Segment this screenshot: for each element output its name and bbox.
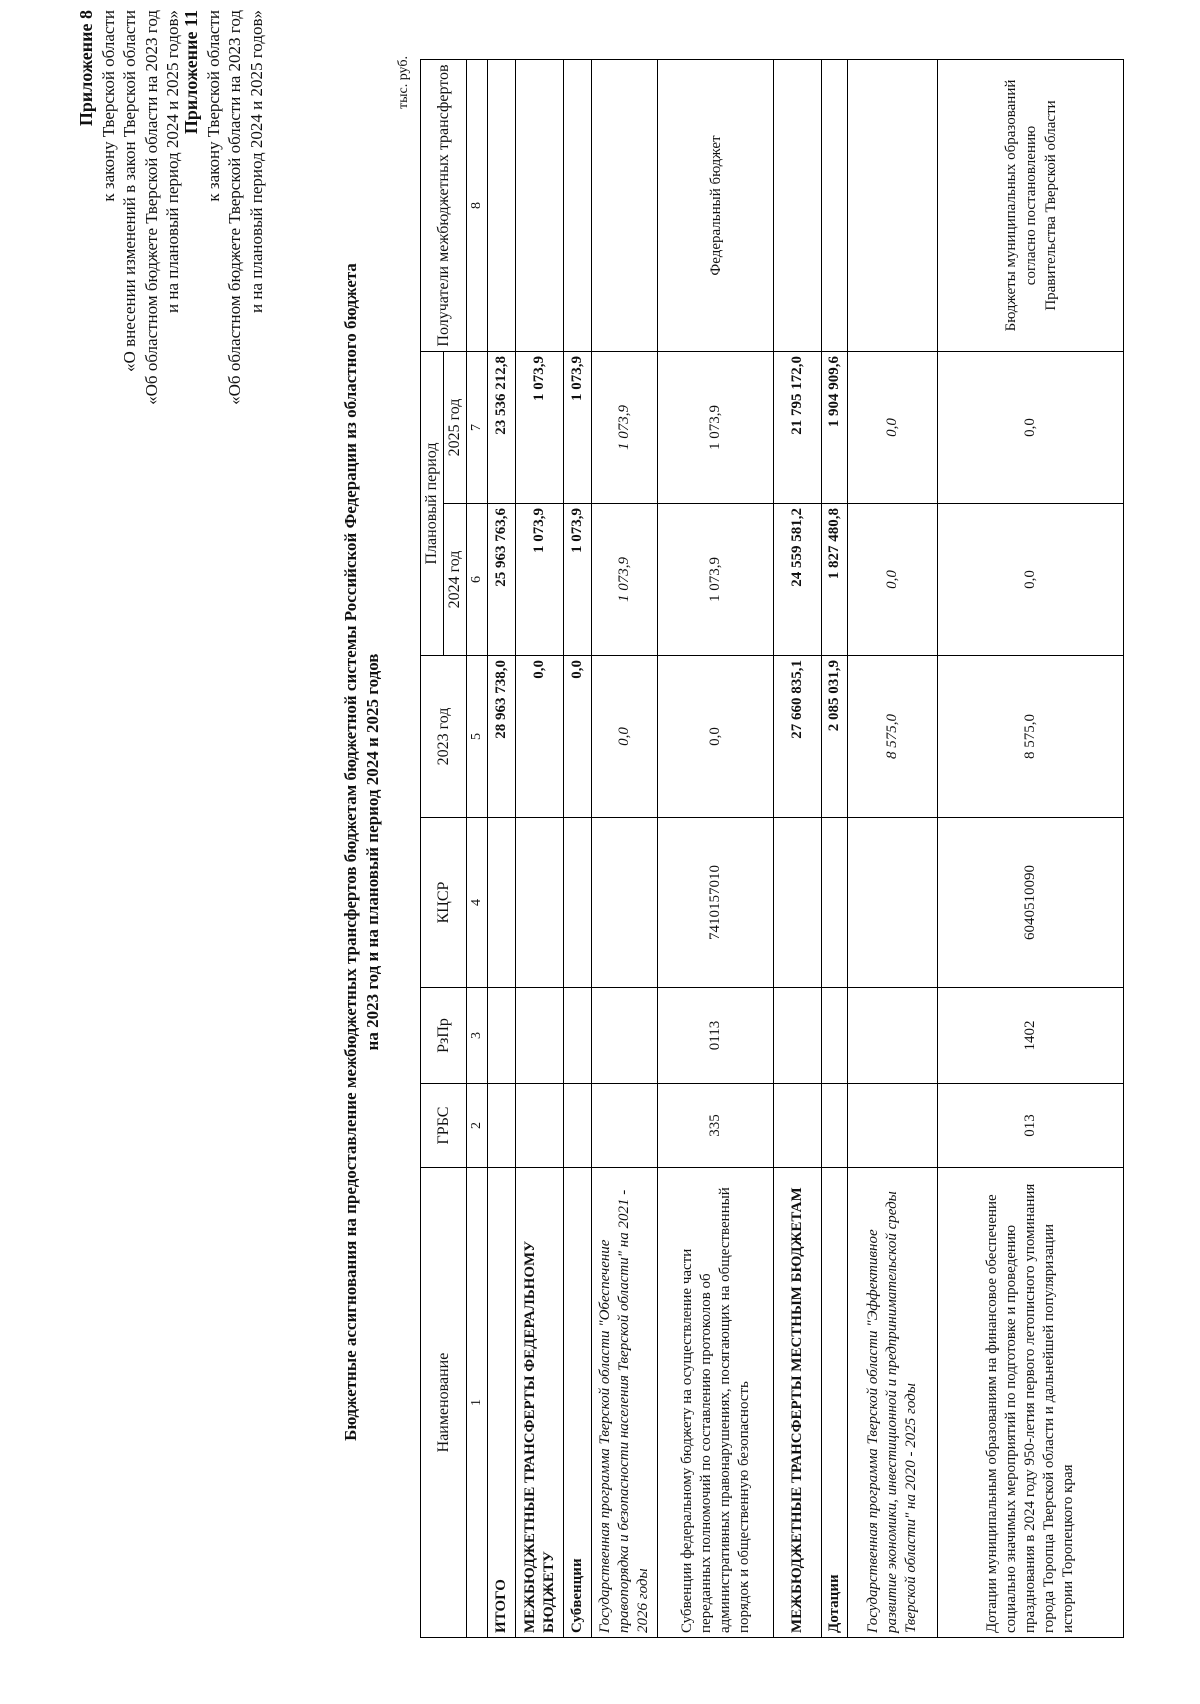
annex-8-line: и на плановый период 2024 и 2025 годов»	[163, 10, 182, 313]
row-name: Субвенции федеральному бюджету на осуществление части переданных полномочий по составлению протоколов об административных правонарушениях, посягающих на общественный порядок и общественную безопасность	[658, 1168, 774, 1638]
value-2024: 1 073,9	[516, 504, 564, 656]
value-2023: 0,0	[564, 656, 592, 818]
col-header-2025: 2025 год	[444, 351, 467, 503]
annex-8-line: к закону Тверской области	[98, 10, 118, 202]
value-2024: 24 559 581,2	[774, 504, 822, 656]
grbs-code: 335	[658, 1084, 774, 1168]
annex-8-header	[76, 10, 184, 405]
value-2023: 0,0	[516, 656, 564, 818]
recipient-line: Правительства Тверской области	[1042, 100, 1059, 311]
value-2024: 0,0	[848, 504, 938, 656]
row-name: ИТОГО	[488, 1168, 516, 1638]
units-label: тыс. руб.	[396, 56, 411, 109]
value-2023: 0,0	[592, 656, 658, 818]
value-2024: 1 073,9	[658, 504, 774, 656]
value-2023: 2 085 031,9	[822, 656, 848, 818]
col-header-2023: 2023 год	[421, 656, 467, 818]
value-2025: 23 536 212,8	[488, 351, 516, 503]
value-2023: 0,0	[658, 656, 774, 818]
value-2025: 0,0	[848, 351, 938, 503]
table-row	[822, 59, 848, 1637]
document-title	[340, 0, 384, 1704]
rzpr-code: 1402	[938, 988, 1124, 1084]
table-row	[938, 59, 1124, 1637]
recipient	[938, 59, 1124, 351]
row-name: Государственная программа Тверской области "Обеспечение правопорядка и безопасности населения Тверской области" на 2021 - 2026 годы	[592, 1168, 658, 1638]
value-2025: 1 073,9	[516, 351, 564, 503]
value-2025: 1 904 909,6	[822, 351, 848, 503]
value-2024: 25 963 763,6	[488, 504, 516, 656]
col-header-rzpr: РзПр	[421, 988, 467, 1084]
table-row	[488, 59, 516, 1637]
value-2025: 1 073,9	[592, 351, 658, 503]
value-2025: 0,0	[938, 351, 1124, 503]
table-row	[848, 59, 938, 1637]
value-2023: 27 660 835,1	[774, 656, 822, 818]
col-header-grbs: ГРБС	[421, 1084, 467, 1168]
annex-11-line: к закону Тверской области	[203, 10, 223, 202]
annex-11-line: «Об областном бюджете Тверской области на 2023 год	[225, 10, 244, 405]
value-2025: 21 795 172,0	[774, 351, 822, 503]
col-number: 2	[467, 1084, 488, 1168]
budget-table	[420, 59, 1124, 1638]
value-2024: 1 073,9	[564, 504, 592, 656]
value-2023: 8 575,0	[848, 656, 938, 818]
value-2023: 28 963 738,0	[488, 656, 516, 818]
value-2025: 1 073,9	[564, 351, 592, 503]
column-number-row	[467, 59, 488, 1637]
annex-11-line: и на плановый период 2024 и 2025 годов»	[246, 10, 266, 313]
title-line-2: на 2023 год и на плановый период 2024 и 2025 годов	[363, 653, 382, 1051]
col-header-name: Наименование	[421, 1168, 467, 1638]
recipient: Федеральный бюджет	[658, 59, 774, 351]
title-line-1: Бюджетные ассигнования на предоставление межбюджетных трансфертов бюджетам бюджетной системы Российской Федерации из областного бюджета	[341, 263, 360, 1441]
col-header-kcsr: КЦСР	[421, 818, 467, 988]
annex-8-line: «Об областном бюджете Тверской области на 2023 год	[141, 10, 161, 405]
col-number: 8	[467, 59, 488, 351]
recipient-line: Бюджеты муниципальных образований	[1002, 79, 1019, 332]
row-name: Государственная программа Тверской области "Эффективное развитие экономики, инвестиционной и предпринимательской среды Тверской области" на 2020 - 2025 годы	[848, 1168, 938, 1638]
col-number: 7	[467, 351, 488, 503]
table-row	[516, 59, 564, 1637]
table-row	[774, 59, 822, 1637]
col-number: 5	[467, 656, 488, 818]
col-header-planned: Плановый период	[421, 351, 444, 655]
value-2023: 8 575,0	[938, 656, 1124, 818]
col-header-2024: 2024 год	[444, 504, 467, 656]
row-name: МЕЖБЮДЖЕТНЫЕ ТРАНСФЕРТЫ ФЕДЕРАЛЬНОМУ БЮДЖЕТУ	[516, 1168, 564, 1638]
annex-8-title: Приложение 8	[76, 10, 96, 127]
annex-11-title: Приложение 11	[181, 10, 201, 135]
col-number: 3	[467, 988, 488, 1084]
annex-8-line: «О внесении изменений в закон Тверской области	[120, 10, 139, 372]
row-name: Дотации муниципальным образованиям на финансовое обеспечение социально значимых мероприятий по подготовке и проведению празднования в 2024 году 950-летия первого летописного упоминания города Торопца Тверской области и дальнейшей популяризации истории Торопецкого края	[938, 1168, 1124, 1638]
col-number: 6	[467, 504, 488, 656]
col-number: 4	[467, 818, 488, 988]
kcsr-code: 7410157010	[658, 818, 774, 988]
row-name: МЕЖБЮДЖЕТНЫЕ ТРАНСФЕРТЫ МЕСТНЫМ БЮДЖЕТАМ	[774, 1168, 822, 1638]
table-row	[658, 59, 774, 1637]
recipient-line: согласно постановлению	[1022, 125, 1039, 286]
row-name: Субвенции	[564, 1168, 592, 1638]
grbs-code: 013	[938, 1084, 1124, 1168]
rzpr-code: 0113	[658, 988, 774, 1084]
col-header-recipients: Получатели межбюджетных трансфертов	[421, 59, 467, 351]
kcsr-code: 6040510090	[938, 818, 1124, 988]
col-number: 1	[467, 1168, 488, 1638]
table-row	[564, 59, 592, 1637]
annex-11-header	[181, 10, 267, 405]
value-2024: 0,0	[938, 504, 1124, 656]
row-name: Дотации	[822, 1168, 848, 1638]
value-2025: 1 073,9	[658, 351, 774, 503]
value-2024: 1 073,9	[592, 504, 658, 656]
table-row	[592, 59, 658, 1637]
header-row	[421, 59, 444, 1637]
value-2024: 1 827 480,8	[822, 504, 848, 656]
